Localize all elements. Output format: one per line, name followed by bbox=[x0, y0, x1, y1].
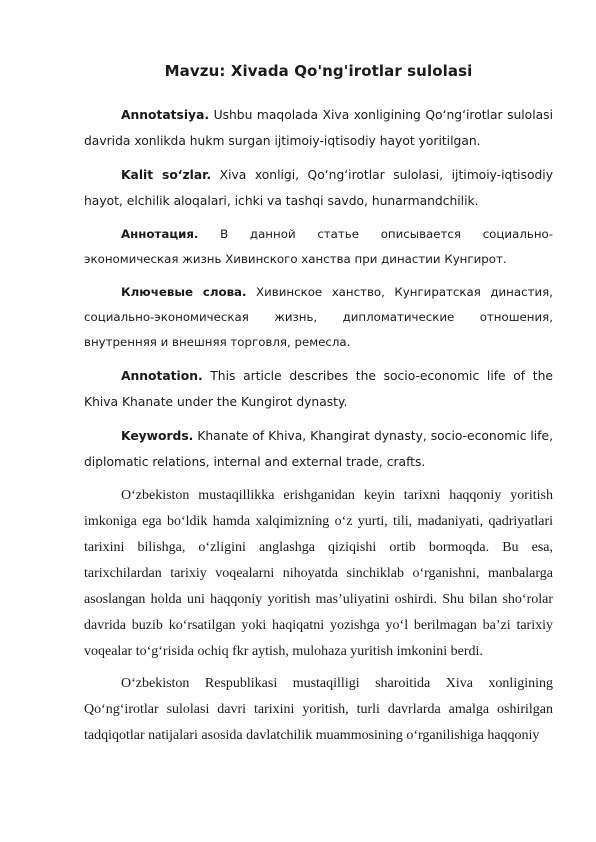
body-paragraph: O‘zbekiston mustaqillikka erishganidan keyin tarixni haqqoniy yoritish imkoniga ega bo‘ldik hamda xalqimizning o‘z yurti, tili, madaniyati, qadriyatlari tarixini bilishga, o‘zligini anglashga qiziqishi ortib bormoqda. Bu esa, tarixchilardan tarixiy voqealarni nihoyatda sinchiklab o‘rganishni, manbalarga asoslangan holda uni haqqoniy yoritish mas’uliyatini oshirdi. Shu bilan sho‘rolar davrida buzib ko‘rsatilgan yoki haqiqatni yozishga yo‘l berilmagan ba’zi tarixiy voqealar to‘g‘risida ochiq fkr aytish, mulohaza yuritish imkonini berdi. bbox=[84, 488, 553, 659]
keywords-uz-text: Xiva xonligi, Qo‘ng‘irotlar sulolasi, ijtimoiy-iqtisodiy hayot, elchilik aloqalari, ichki va tashqi savdo, hunarmandchilik. bbox=[84, 168, 553, 208]
keywords-uz-label: Kalit so‘zlar. bbox=[121, 168, 212, 182]
abstract-ru-text: В данной статье описывается социально-экономическая жизнь Хивинского ханства при династии Кунгирот. bbox=[84, 227, 554, 266]
keywords-en bbox=[84, 423, 553, 475]
keywords-ru bbox=[84, 280, 553, 355]
abstract-uz bbox=[84, 102, 553, 154]
article-title: Mavzu: Xivada Qo'ng'irotlar sulolasi bbox=[164, 62, 473, 80]
body-paragraph: O‘zbekiston Respublikasi mustaqilligi sharoitida Xiva xonligining Qo‘ng‘irotlar sulolasi davri tarixini yoritish, turli davrlarda amalga oshirilgan tadqiqotlar natijalari asosida davlatchilik muammosining o‘rganilishiga haqqoniy bbox=[84, 676, 553, 743]
abstract-en-label: Annotation. bbox=[121, 369, 203, 383]
keywords-en-label: Keywords. bbox=[121, 429, 194, 443]
abstract-ru bbox=[84, 222, 553, 272]
keywords-uz bbox=[84, 162, 553, 214]
keywords-en-text: Khanate of Khiva, Khangirat dynasty, socio-economic life, diplomatic relations, internal and external trade, crafts. bbox=[84, 429, 553, 469]
keywords-ru-text: Хивинское ханство, Кунгиратская династия, социально-экономическая жизнь, дипломатические отношения, внутренняя и внешняя торговля, ремесла. bbox=[84, 285, 553, 349]
abstract-en-text: This article describes the socio-economic life of the Khiva Khanate under the Kungirot dynasty. bbox=[84, 369, 553, 409]
abstract-uz-text: Ushbu maqolada Xiva xonligining Qo‘ng‘irotlar sulolasi davrida xonlikda hukm surgan ijtimoiy-iqtisodiy hayot yoritilgan. bbox=[84, 108, 553, 148]
abstract-uz-label: Annotatsiya. bbox=[121, 108, 210, 122]
abstract-ru-label: Аннотация. bbox=[121, 227, 199, 241]
abstract-en bbox=[84, 363, 553, 415]
keywords-ru-label: Ключевые слова. bbox=[121, 285, 247, 299]
